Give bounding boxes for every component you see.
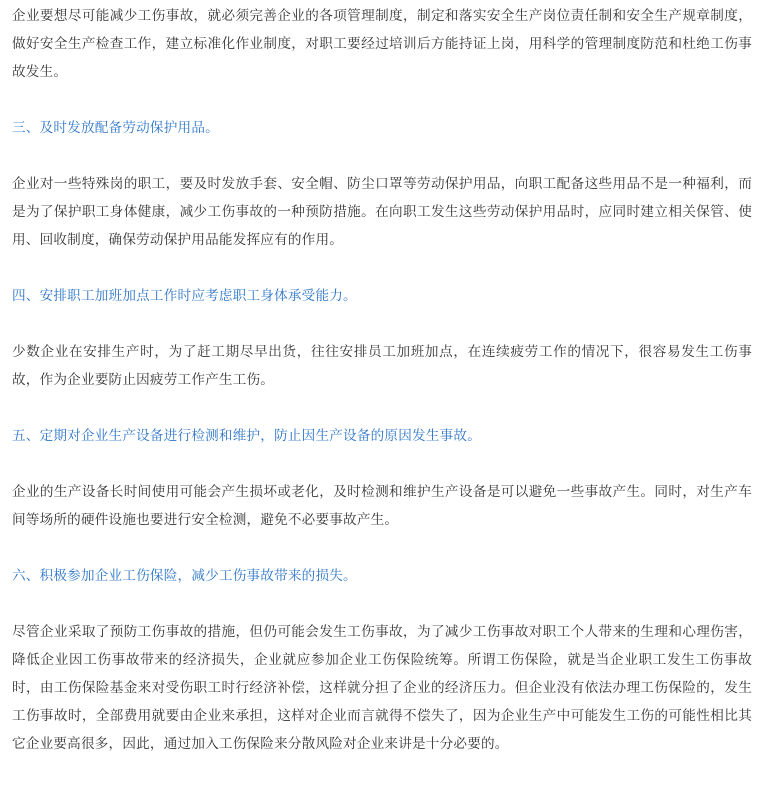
paragraph-equipment-maintenance: 企业的生产设备长时间使用可能会产生损坏或老化，及时检测和维护生产设备是可以避免一些事故产生。同时，对生产车间等场所的硬件设施也要进行安全检测，避免不必要事故产生。: [12, 484, 752, 528]
paragraph-protective-equipment: 企业对一些特殊岗的职工，要及时发放手套、安全帽、防尘口罩等劳动保护用品，向职工配备这些用品不是一种福利，而是为了保护职工身体健康，减少工伤事故的一种预防措施。在向职工发生这些劳动保护用品时，应同时建立相关保管、使用、回收制度，确保劳动保护用品能发挥应有的作用。: [12, 176, 752, 248]
paragraph-overtime: 少数企业在安排生产时，为了赶工期尽早出货，往往安排员工加班加点，在连续疲劳工作的情况下，很容易发生工伤事故，作为企业要防止因疲劳工作产生工伤。: [12, 344, 752, 388]
section-heading-4: 四、安排职工加班加点工作时应考虑职工身体承受能力。: [12, 288, 357, 304]
section-heading-5: 五、定期对企业生产设备进行检测和维护，防止因生产设备的原因发生事故。: [12, 428, 481, 444]
paragraph-management-system: 企业要想尽可能减少工伤事故，就必须完善企业的各项管理制度，制定和落实安全生产岗位责任制和安全生产规章制度，做好安全生产检查工作，建立标准化作业制度，对职工要经过培训后方能持证上岗，用科学的管理制度防范和杜绝工伤事故发生。: [12, 8, 752, 80]
section-heading-6: 六、积极参加企业工伤保险，减少工伤事故带来的损失。: [12, 568, 357, 584]
section-heading-3: 三、及时发放配备劳动保护用品。: [12, 120, 219, 136]
paragraph-injury-insurance: 尽管企业采取了预防工伤事故的措施，但仍可能会发生工伤事故，为了减少工伤事故对职工个人带来的生理和心理伤害，降低企业因工伤事故带来的经济损失，企业就应参加企业工伤保险统筹。所谓工伤保险，就是当企业职工发生工伤事故时，由工伤保险基金来对受伤职工时行经济补偿，这样就分担了企业的经济压力。但企业没有依法办理工伤保险的，发生工伤事故时，全部费用就要由企业来承担，这样对企业而言就得不偿失了，因为企业生产中可能发生工伤的可能性相比其它企业要高很多，因此，通过加入工伤保险来分散风险对企业来讲是十分必要的。: [12, 624, 752, 752]
